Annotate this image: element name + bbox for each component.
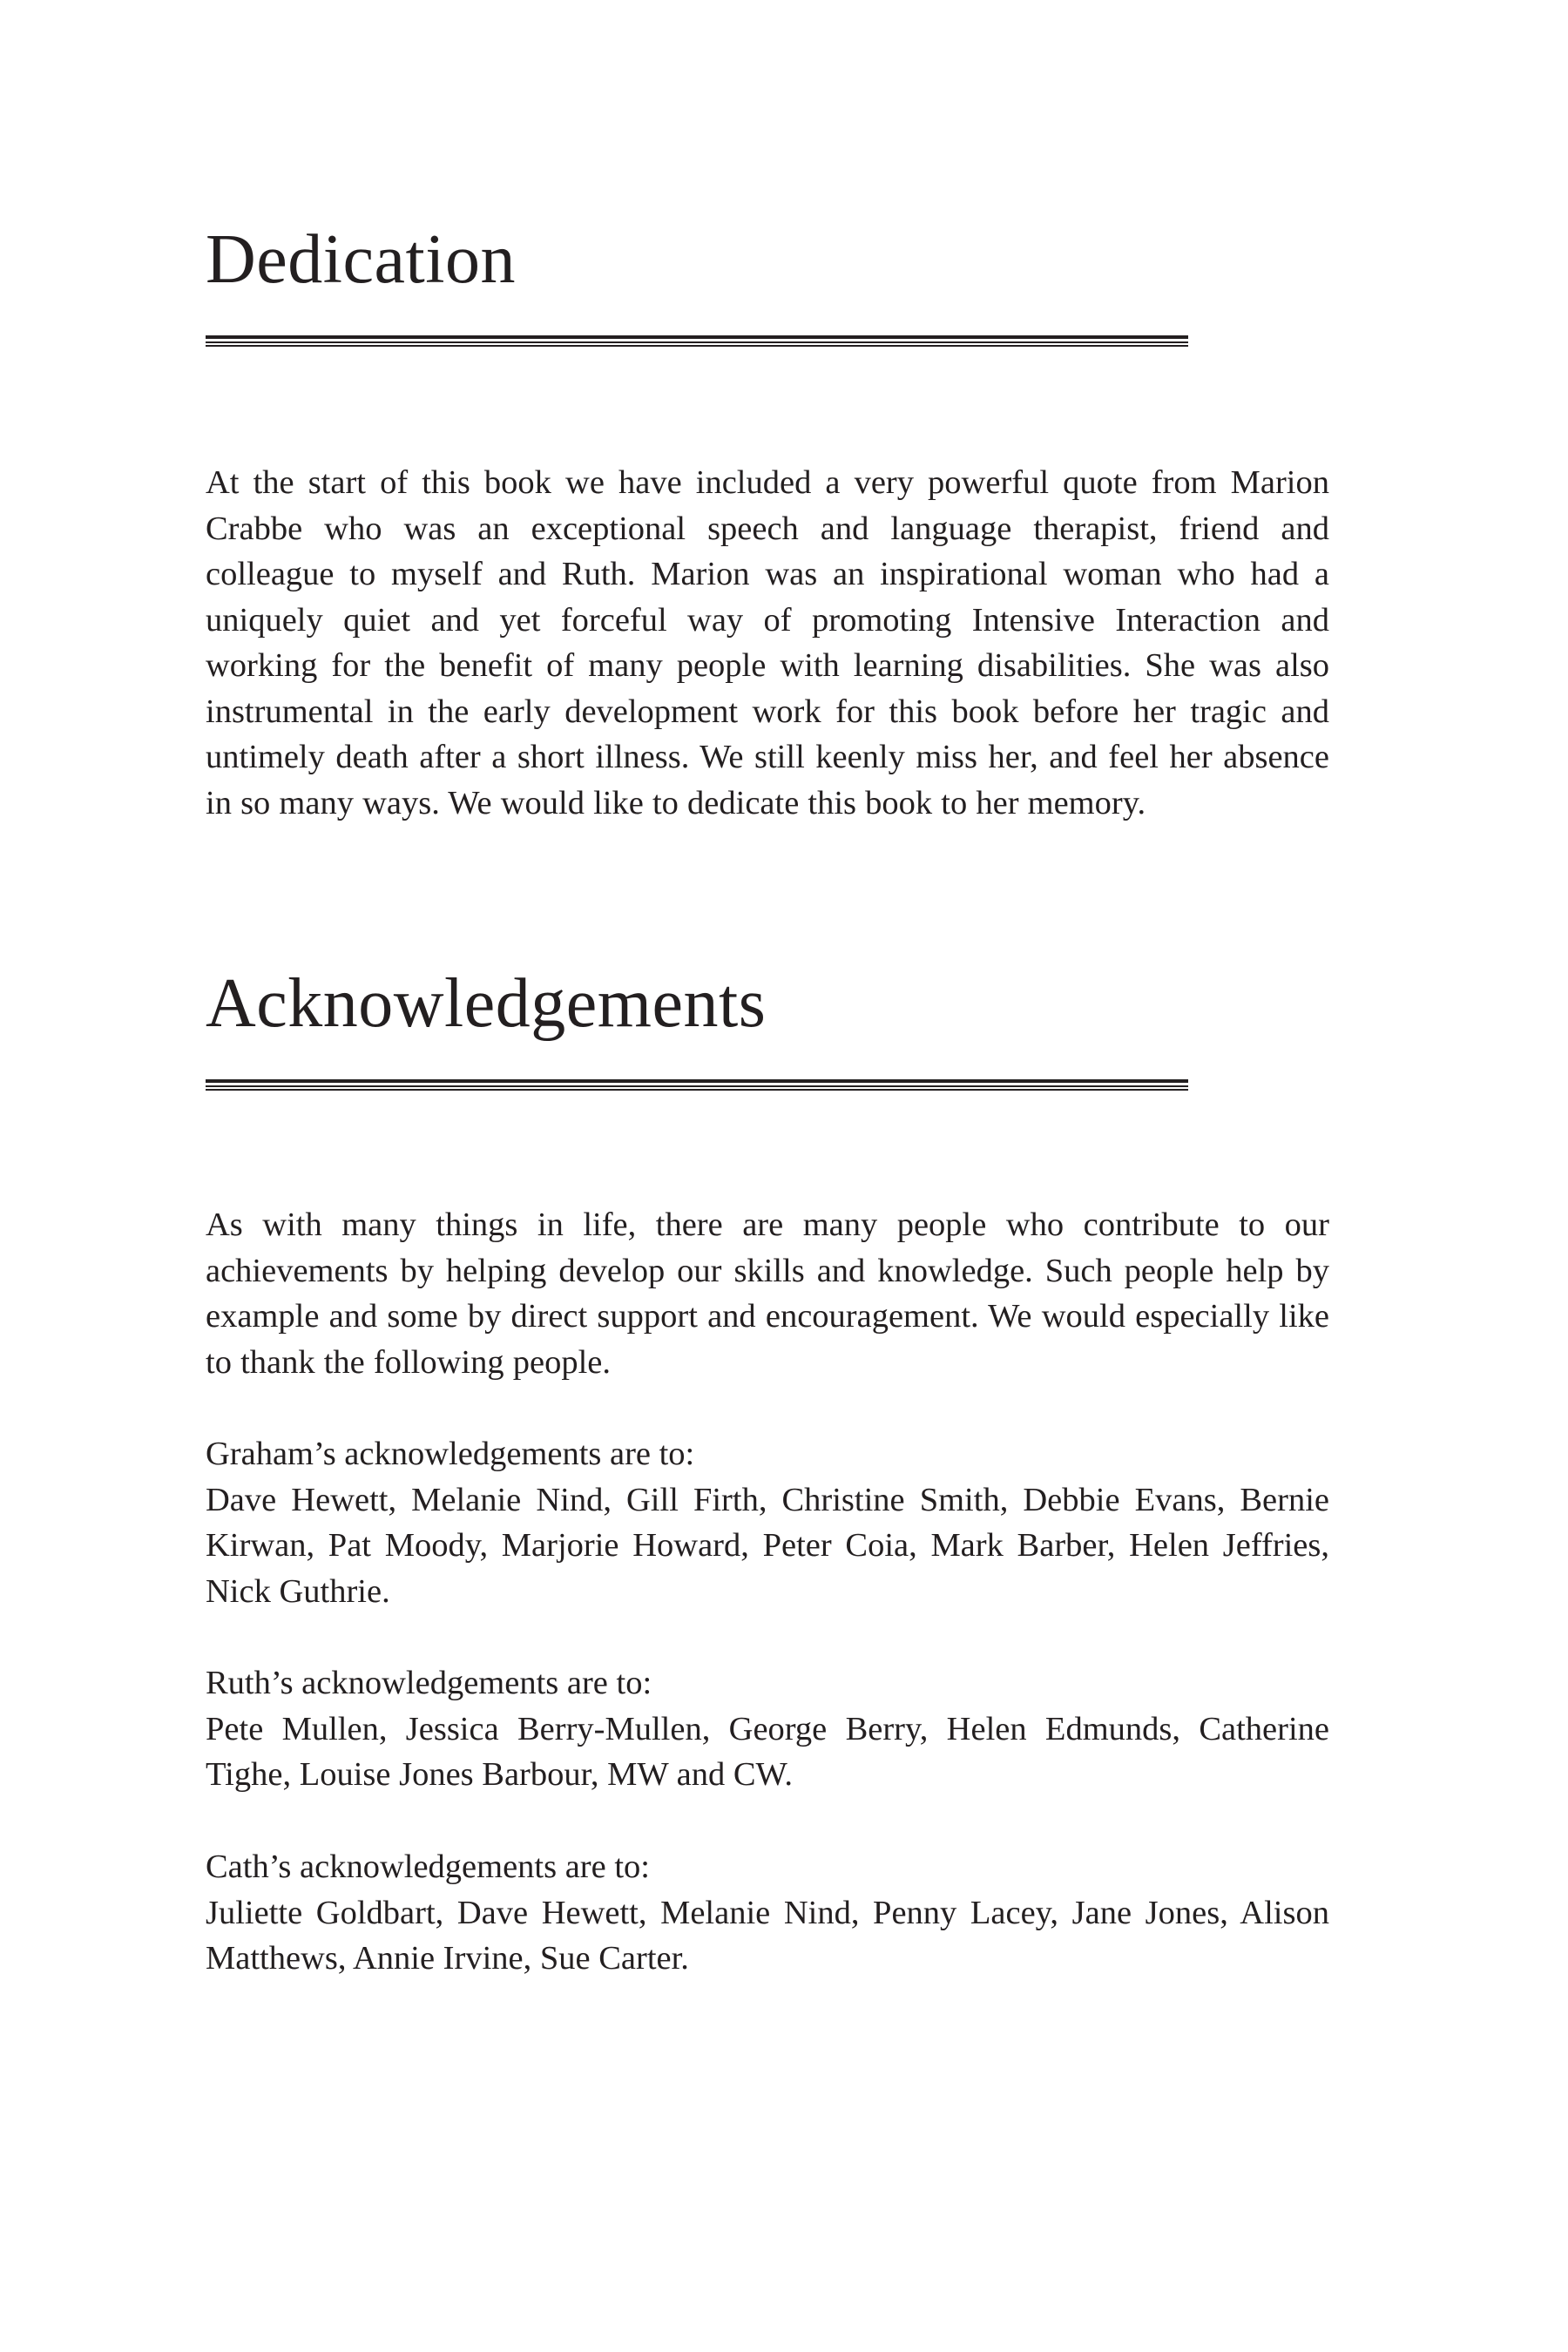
acknowledgements-heading-rule: [206, 1079, 1188, 1091]
graham-acknowledgements-names: Dave Hewett, Melanie Nind, Gill Firth, Christine Smith, Debbie Evans, Bernie Kirwan, Pat Moody, Marjorie Howard, Peter Coia, Mark Barber, Helen Jeffries, Nick Guthrie.: [206, 1481, 1329, 1610]
rule-thin-line: [206, 1089, 1188, 1091]
cath-acknowledgements-intro: Cath’s acknowledgements are to:: [206, 1848, 650, 1885]
cath-acknowledgements-names: Juliette Goldbart, Dave Hewett, Melanie Nind, Penny Lacey, Jane Jones, Alison Matthews, Annie Irvine, Sue Carter.: [206, 1894, 1329, 1977]
ruth-acknowledgements-names: Pete Mullen, Jessica Berry-Mullen, George Berry, Helen Edmunds, Catherine Tighe, Louise Jones Barbour, MW and CW.: [206, 1710, 1329, 1793]
rule-thin-line: [206, 345, 1188, 347]
dedication-heading-rule: [206, 335, 1188, 347]
ruth-acknowledgements: [206, 1660, 1329, 1798]
rule-thin-line: [206, 1085, 1188, 1087]
dedication-paragraph: At the start of this book we have included a very powerful quote from Marion Crabbe who was an exceptional speech and language therapist, friend and colleague to myself and Ruth. Marion was an inspirational woman who had a uniquely quiet and yet forceful way of promoting Intensive Interaction and working for the benefit of many people with learning disabilities. She was also instrumental in the early development work for this book before her tragic and untimely death after a short illness. We still keenly miss her, and feel her absence in so many ways. We would like to dedicate this book to her memory.: [206, 464, 1329, 821]
acknowledgements-intro-paragraph: As with many things in life, there are many people who contribute to our achievements by helping develop our skills and knowledge. Such people help by example and some by direct support and encouragement. We would especially like to thank the following people.: [206, 1206, 1329, 1381]
graham-acknowledgements: [206, 1431, 1329, 1614]
dedication-heading: Dedication: [206, 221, 516, 298]
rule-thick-line: [206, 335, 1188, 339]
ruth-acknowledgements-intro: Ruth’s acknowledgements are to:: [206, 1665, 652, 1701]
cath-acknowledgements: [206, 1844, 1329, 1982]
acknowledgements-heading: Acknowledgements: [206, 965, 767, 1042]
graham-acknowledgements-intro: Graham’s acknowledgements are to:: [206, 1436, 695, 1472]
rule-thin-line: [206, 341, 1188, 343]
rule-thick-line: [206, 1079, 1188, 1083]
